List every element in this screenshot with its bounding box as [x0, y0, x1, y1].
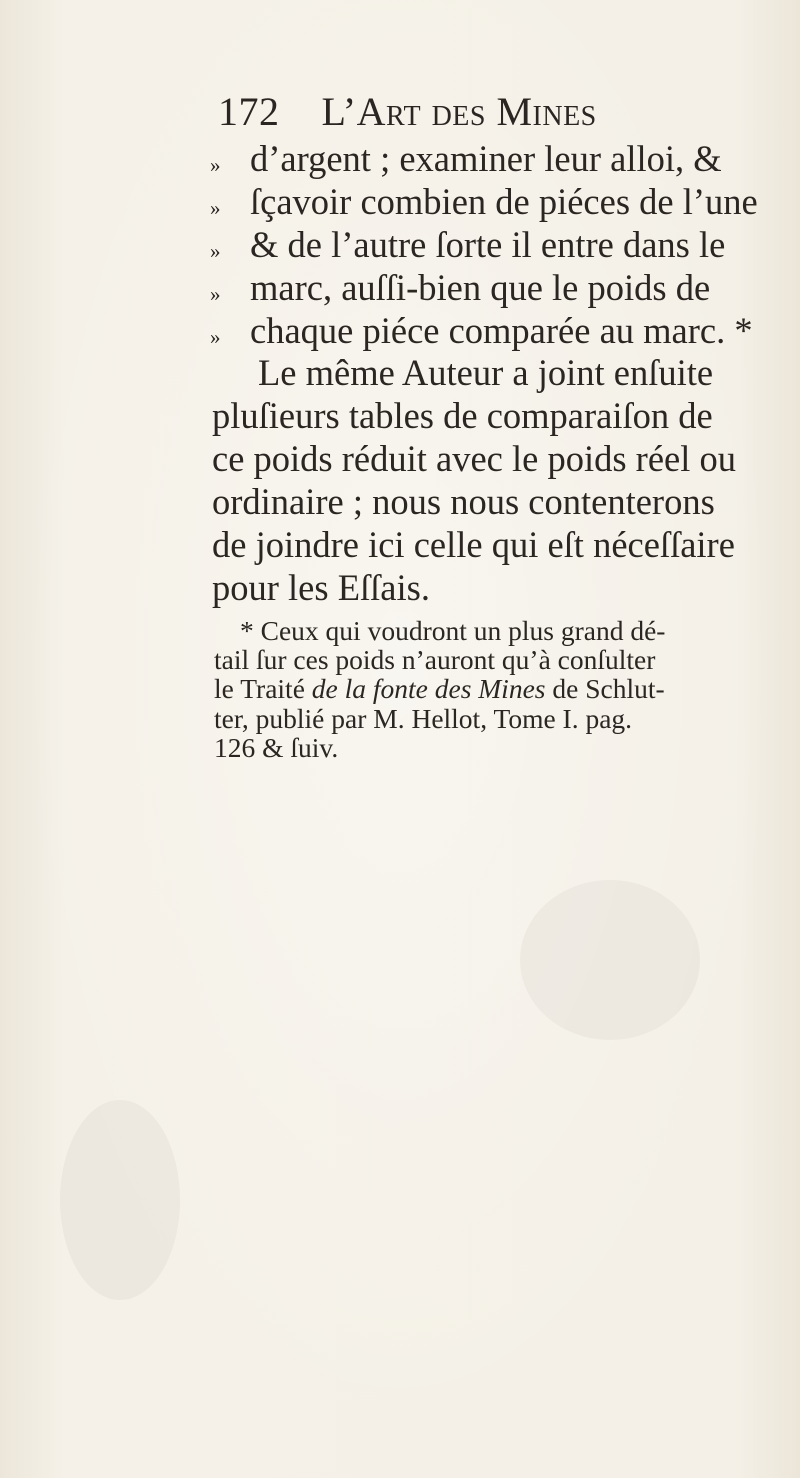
page-number: 172: [218, 89, 280, 134]
text-line: [200, 138, 762, 181]
footnote: [200, 616, 760, 762]
line-text: & de l’autre ſorte il entre dans le: [250, 223, 726, 265]
cited-title: de la fonte des Mines: [311, 673, 546, 705]
footnote-text: ter, publié par M. Hellot, Tome I. pag.: [214, 702, 633, 734]
footnote-line: [200, 704, 760, 733]
text-line: [200, 224, 762, 267]
quote-mark: »: [210, 281, 221, 306]
quote-mark: »: [210, 195, 221, 220]
footnote-text-part: le Traité: [214, 673, 312, 705]
text-line: [200, 524, 762, 567]
footnote-line: [200, 733, 760, 762]
text-line: [200, 310, 762, 353]
quote-mark: »: [210, 238, 221, 263]
paper-stain: [60, 1100, 180, 1300]
running-header: [218, 88, 597, 135]
text-line: [200, 181, 762, 224]
line-text: de joindre ici celle qui eſt néceſſaire: [212, 524, 735, 566]
line-text: ſçavoir combien de piéces de l’une: [250, 180, 758, 222]
footnote-text: * Ceux qui voudront un plus grand dé-: [240, 615, 666, 646]
line-text: d’argent ; examiner leur alloi, &: [250, 138, 722, 179]
line-text: ordinaire ; nous nous contenterons: [212, 481, 715, 523]
footnote-line: [200, 616, 760, 645]
line-text: pluſieurs tables de comparaiſon de: [212, 395, 713, 437]
footnote-text-part: de Schlut-: [545, 673, 665, 705]
footnote-text: 126 & ſuiv.: [214, 731, 339, 763]
text-line: [200, 438, 762, 481]
text-line: [200, 267, 762, 310]
line-text: marc, auſſi-bien que le poids de: [250, 266, 711, 308]
quote-mark: »: [210, 153, 221, 177]
quote-mark: »: [210, 324, 221, 349]
line-text: chaque piéce comparée au marc. *: [250, 309, 753, 351]
text-line: [200, 352, 762, 395]
body-text: [200, 138, 762, 610]
paper-stain: [520, 880, 700, 1040]
footnote-line: [200, 674, 760, 703]
line-text: ce poids réduit avec le poids réel ou: [212, 438, 736, 480]
text-line: [200, 395, 762, 438]
text-line: [200, 567, 762, 610]
text-line: [200, 481, 762, 524]
running-title: L’Art des Mines: [321, 89, 597, 134]
line-text: Le même Auteur a joint enſuite: [258, 352, 714, 394]
line-text: pour les Eſſais.: [212, 566, 430, 608]
footnote-text: tail ſur ces poids n’auront qu’à conſulter: [214, 644, 656, 676]
footnote-line: [200, 645, 760, 674]
footnote-text: [214, 674, 665, 703]
